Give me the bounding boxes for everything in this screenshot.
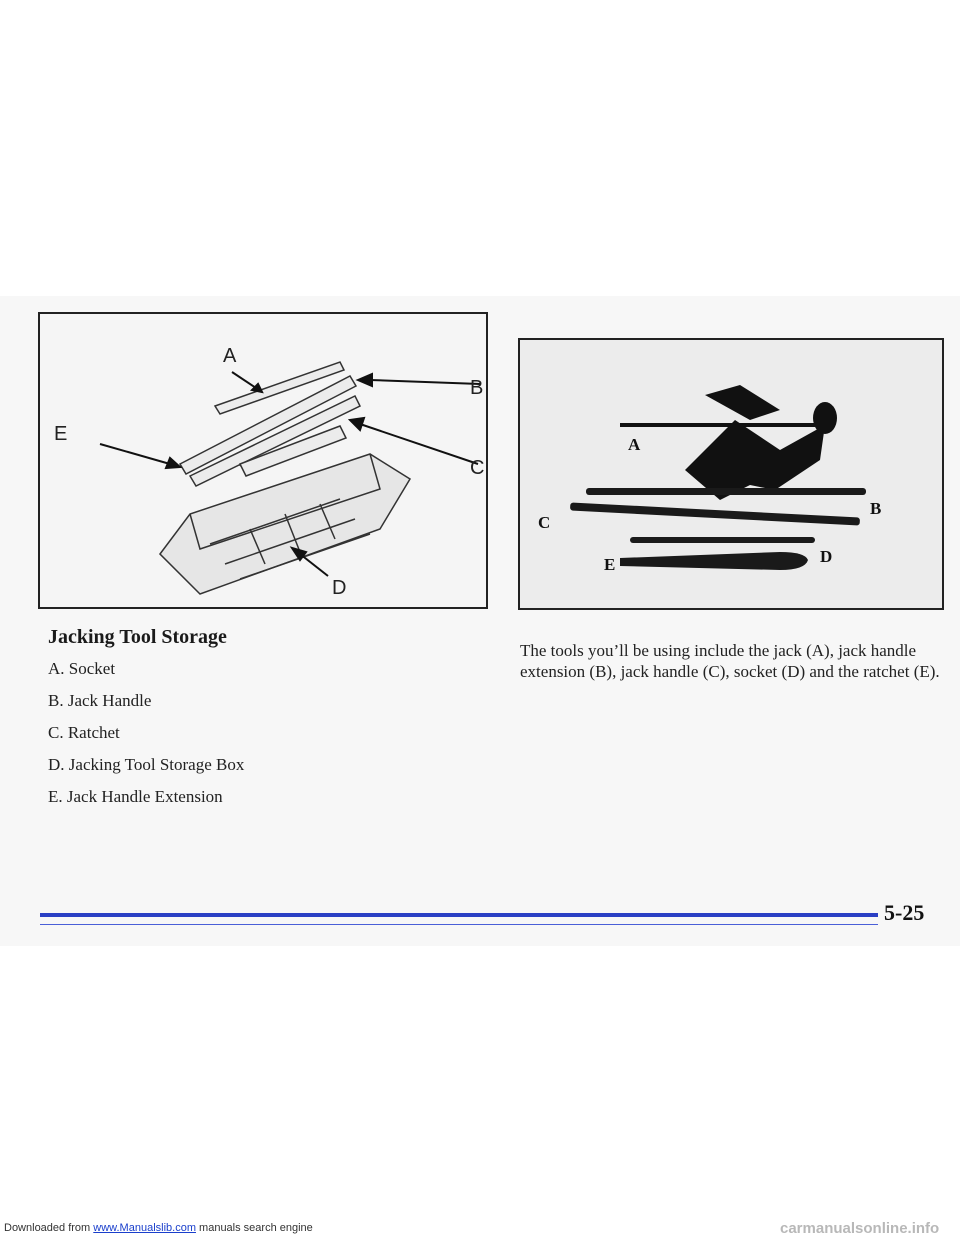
- watermark: carmanualsonline.info: [780, 1220, 940, 1237]
- tools-description: The tools you’ll be using include the jack (A), jack handle extension (B), jack handle (C), socket (D) and the ratchet (E).: [520, 641, 940, 681]
- download-footer: [4, 1222, 313, 1234]
- jack-tools-photo: [518, 338, 944, 610]
- list-item: C. Ratchet: [48, 723, 120, 742]
- footer-suffix: manuals search engine: [195, 1222, 313, 1234]
- tool-storage-figure: [38, 312, 488, 609]
- figure-left-label-d: D: [332, 577, 347, 599]
- figure-left-label-e: E: [54, 423, 68, 445]
- footer-rule-thin: [40, 924, 878, 925]
- footer-rule-thick: [40, 913, 878, 917]
- page-number: 5-25: [884, 900, 925, 925]
- figure-left-label-a: A: [223, 345, 237, 367]
- section-heading: Jacking Tool Storage: [48, 626, 227, 648]
- footer-prefix: Downloaded from: [4, 1222, 94, 1234]
- tool-list: [48, 658, 244, 818]
- list-item: A. Socket: [48, 659, 116, 678]
- manualslib-link[interactable]: www.Manualslib.com: [93, 1222, 196, 1234]
- figure-left-label-b: B: [470, 377, 484, 399]
- figure-right-label-e: E: [604, 555, 616, 574]
- tool-storage-illustration: [40, 314, 486, 607]
- scissor-jack-drawing: [620, 385, 837, 500]
- list-item: D. Jacking Tool Storage Box: [48, 755, 245, 774]
- list-item: B. Jack Handle: [48, 691, 152, 710]
- list-item: E. Jack Handle Extension: [48, 787, 223, 806]
- figure-right-label-c: C: [538, 513, 551, 532]
- figure-left-label-c: C: [470, 457, 485, 479]
- jack-tools-illustration: [520, 340, 942, 608]
- figure-right-label-b: B: [870, 499, 882, 518]
- figure-right-label-a: A: [628, 435, 641, 454]
- figure-right-label-d: D: [820, 547, 833, 566]
